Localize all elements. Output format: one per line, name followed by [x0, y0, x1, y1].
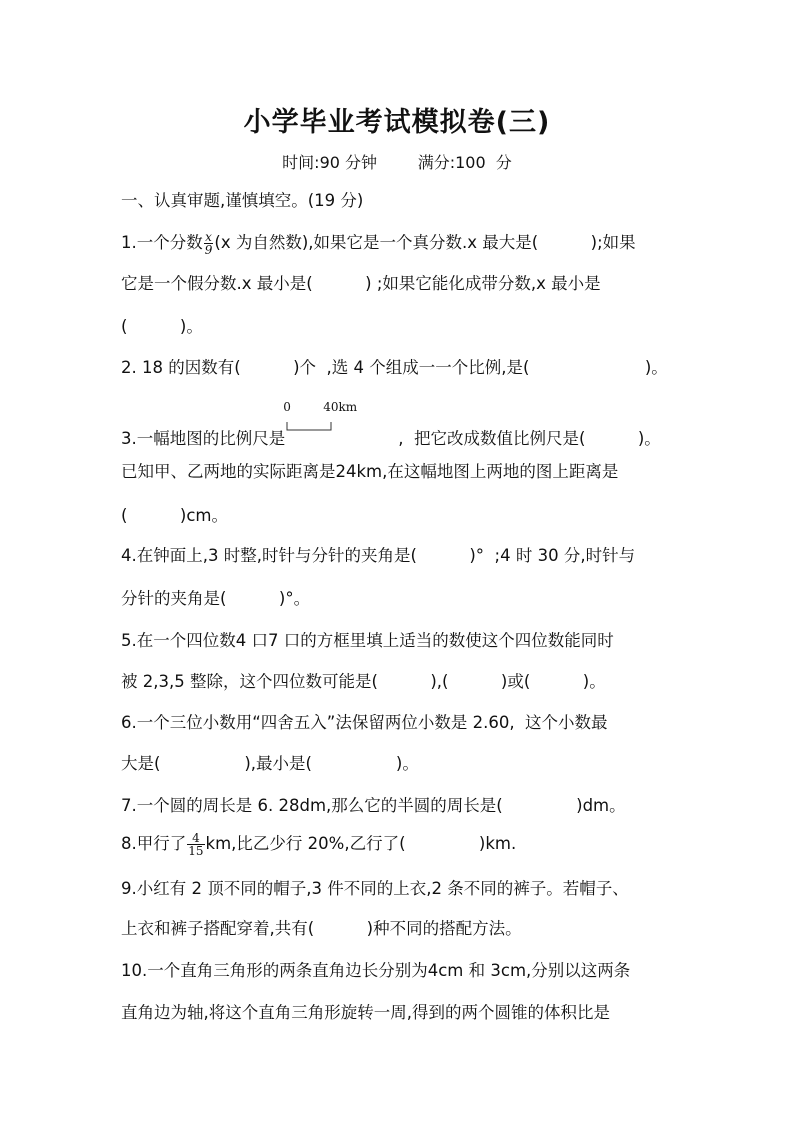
- exam-subtitle: 时间:90 分钟 满分:100 分: [282, 153, 512, 172]
- question-2-line-1: 2. 18 的因数有( )个 ,选 4 个组成一一个比例,是( )。: [121, 358, 668, 377]
- fraction-numerator: 4: [192, 831, 200, 845]
- question-6-line-2: 大是( ),最小是( )。: [121, 754, 419, 773]
- fraction-denominator: 15: [188, 844, 204, 858]
- question-7-line-1: 7.一个圆的周长是 6. 28dm,那么它的半圆的周长是( )dm。: [121, 796, 626, 815]
- q1-text-b: (x 为自然数),如果它是一个真分数.x 最大是( );如果: [214, 233, 636, 252]
- q8-text-b: km,比乙少行 20%,乙行了( )km.: [205, 834, 517, 853]
- question-5-line-1: 5.在一个四位数4 口7 口的方框里填上适当的数使这个四位数能同时: [121, 631, 614, 650]
- question-4-line-1: 4.在钟面上,3 时整,时针与分针的夹角是( )° ;4 时 30 分,时针与: [121, 546, 636, 565]
- exam-title: 小学毕业考试模拟卷(三): [243, 107, 551, 138]
- question-1-line-2: 它是一个假分数.x 最小是( ) ;如果它能化成带分数,x 最小是: [121, 274, 601, 293]
- q8-text-a: 8.甲行了: [121, 834, 187, 853]
- scale-bar-graphic: [285, 420, 377, 450]
- question-6-line-1: 6.一个三位小数用“四舍五入”法保留两位小数是 2.60, 这个小数最: [121, 713, 608, 732]
- q1-text-a: 1.一个分数: [121, 233, 203, 252]
- question-9-line-2: 上衣和裤子搭配穿着,共有( )种不同的搭配方法。: [121, 919, 522, 938]
- question-10-line-2: 直角边为轴,将这个直角三角形旋转一周,得到的两个圆锥的体积比是: [121, 1003, 610, 1022]
- map-scale-bar: [283, 400, 377, 450]
- fraction-denominator: 9: [204, 243, 213, 257]
- fraction-4-over-15: [187, 832, 204, 857]
- fraction-numerator: x: [205, 230, 212, 244]
- section-heading: 一、认真审题,谨慎填空。(19 分): [121, 191, 364, 210]
- question-10-line-1: 10.一个直角三角形的两条直角边长分别为4cm 和 3cm,分别以这两条: [121, 961, 631, 980]
- question-5-line-2: 被 2,3,5 整除，这个四位数可能是( ),( )或( )。: [121, 672, 606, 691]
- question-4-line-2: 分针的夹角是( )°。: [121, 589, 311, 608]
- q3-text-b: , 把它改成数值比例尺是( )。: [377, 429, 661, 448]
- question-1-line-3: ( )。: [121, 317, 203, 336]
- question-3-line-3: ( )cm。: [121, 506, 228, 525]
- scale-label-40km: 40km: [323, 400, 358, 414]
- fraction-x-over-9: [204, 231, 214, 256]
- question-3-line-1: [121, 400, 661, 450]
- q3-text-a: 3.一幅地图的比例尺是: [121, 429, 286, 448]
- question-3-line-2: 已知甲、乙两地的实际距离是24km,在这幅地图上两地的图上距离是: [121, 462, 619, 481]
- question-8-line-1: [121, 832, 516, 857]
- question-1-line-1: [121, 231, 636, 256]
- question-9-line-1: 9.小红有 2 顶不同的帽子,3 件不同的上衣,2 条不同的裤子。若帽子、: [121, 879, 629, 898]
- scale-label-zero: 0: [283, 400, 291, 414]
